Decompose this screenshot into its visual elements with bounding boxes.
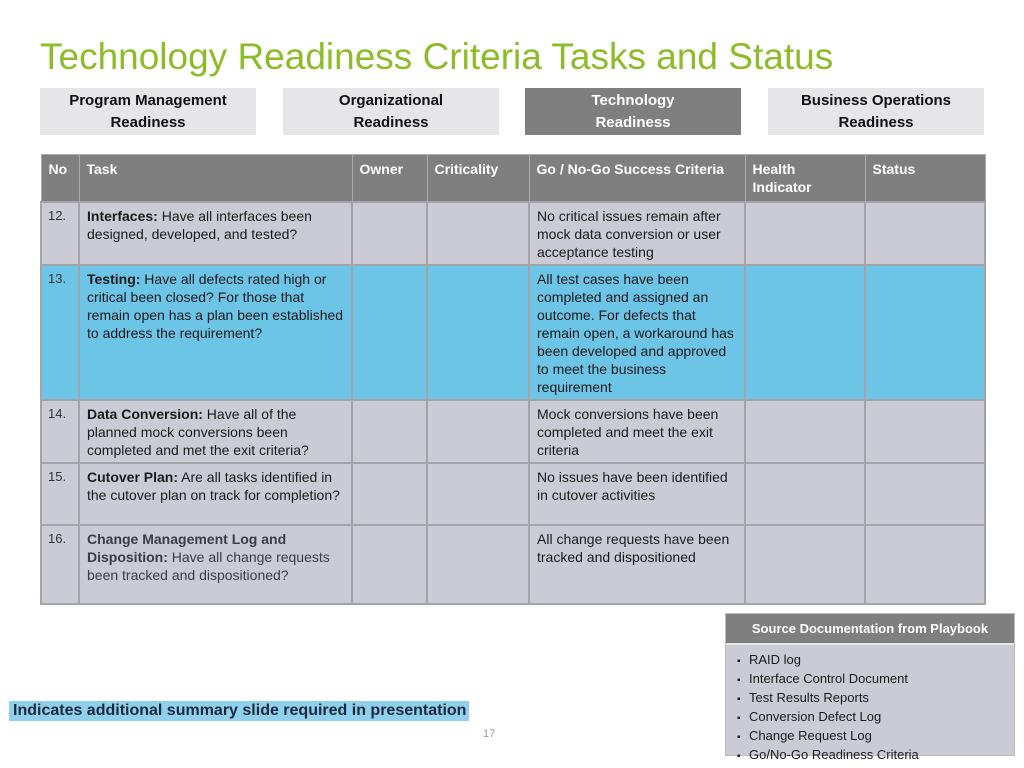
task-text: Are all tasks identified in the cutover plan on track for completion? bbox=[87, 469, 340, 503]
tab-business-operations-readiness[interactable] bbox=[768, 88, 984, 135]
status-cell[interactable] bbox=[865, 463, 985, 525]
tab-label-line1: Business Operations bbox=[800, 91, 952, 109]
list-item bbox=[737, 708, 1014, 727]
source-documentation-heading: Source Documentation from Playbook bbox=[726, 614, 1014, 645]
criteria-cell: No critical issues remain after mock data conversion or user acceptance testing bbox=[529, 202, 745, 265]
task-cell bbox=[79, 265, 352, 400]
page-number: 17 bbox=[483, 728, 496, 740]
status-cell[interactable] bbox=[865, 400, 985, 463]
status-cell[interactable] bbox=[865, 525, 985, 604]
status-cell[interactable] bbox=[865, 202, 985, 265]
table-row bbox=[41, 463, 985, 525]
bullet-icon: ▪ bbox=[737, 713, 741, 724]
criticality-cell[interactable] bbox=[427, 400, 529, 463]
row-number: 13. bbox=[41, 265, 79, 400]
task-cell bbox=[79, 463, 352, 525]
task-title: Cutover Plan: bbox=[87, 469, 179, 485]
health-cell[interactable] bbox=[745, 525, 865, 604]
task-text: Have all change requests been tracked and dispositioned? bbox=[87, 549, 330, 583]
row-number: 16. bbox=[41, 525, 79, 604]
tab-label-line2: Readiness bbox=[838, 113, 914, 131]
column-header-no: No bbox=[41, 155, 79, 203]
tab-technology-readiness[interactable] bbox=[525, 88, 741, 135]
list-item bbox=[737, 651, 1014, 670]
owner-cell[interactable] bbox=[352, 525, 427, 604]
criteria-cell: All test cases have been completed and assigned an outcome. For defects that remain open, a workaround has been developed and approved to meet the business requirement bbox=[529, 265, 745, 400]
bullet-icon: ▪ bbox=[737, 694, 741, 705]
column-header-status: Status bbox=[865, 155, 985, 203]
column-header-owner: Owner bbox=[352, 155, 427, 203]
owner-cell[interactable] bbox=[352, 400, 427, 463]
owner-cell[interactable] bbox=[352, 265, 427, 400]
column-header-criteria: Go / No-Go Success Criteria bbox=[529, 155, 745, 203]
task-title: Data Conversion: bbox=[87, 406, 203, 422]
list-item bbox=[737, 689, 1014, 708]
table-row bbox=[41, 400, 985, 463]
bullet-icon: ▪ bbox=[737, 656, 741, 667]
owner-cell[interactable] bbox=[352, 202, 427, 265]
task-cell bbox=[79, 202, 352, 265]
list-item-label: Test Results Reports bbox=[749, 690, 869, 705]
source-documentation-box bbox=[725, 613, 1015, 762]
list-item bbox=[737, 727, 1014, 746]
column-header-criticality: Criticality bbox=[427, 155, 529, 203]
criticality-cell[interactable] bbox=[427, 525, 529, 604]
task-text: Have all defects rated high or critical been closed? For those that remain open has a plan been established to address the requirement? bbox=[87, 271, 344, 341]
list-item-label: Change Request Log bbox=[749, 728, 872, 743]
tab-program-management-readiness[interactable] bbox=[40, 88, 256, 135]
task-title: Interfaces: bbox=[87, 208, 158, 224]
criteria-cell: No issues have been identified in cutover activities bbox=[529, 463, 745, 525]
table-row bbox=[41, 265, 985, 400]
task-text: Have all interfaces been designed, developed, and tested? bbox=[87, 208, 312, 242]
tab-label-line2: Readiness bbox=[353, 113, 429, 131]
criteria-cell: All change requests have been tracked and dispositioned bbox=[529, 525, 745, 604]
bullet-icon: ▪ bbox=[737, 675, 741, 686]
health-cell[interactable] bbox=[745, 202, 865, 265]
task-title: Testing: bbox=[87, 271, 141, 287]
row-number: 15. bbox=[41, 463, 79, 525]
column-header-health: Health Indicator bbox=[745, 155, 865, 203]
list-item-label: Interface Control Document bbox=[749, 671, 908, 686]
tab-label-line2: Readiness bbox=[595, 113, 671, 131]
list-item bbox=[737, 746, 1014, 765]
health-cell[interactable] bbox=[745, 463, 865, 525]
list-item-label: Conversion Defect Log bbox=[749, 709, 882, 724]
task-title: Change Management Log and Disposition: bbox=[87, 531, 287, 565]
tab-label-line1: Organizational bbox=[338, 91, 444, 109]
criteria-table bbox=[40, 154, 986, 605]
criticality-cell[interactable] bbox=[427, 463, 529, 525]
table-header-row bbox=[41, 155, 985, 203]
bullet-icon: ▪ bbox=[737, 751, 741, 762]
tab-label-line2: Readiness bbox=[110, 113, 186, 131]
task-text: Have all of the planned mock conversions been completed and met the exit criteria? bbox=[87, 406, 309, 458]
bullet-icon: ▪ bbox=[737, 732, 741, 743]
criticality-cell[interactable] bbox=[427, 265, 529, 400]
column-header-task: Task bbox=[79, 155, 352, 203]
tab-label-line1: Technology bbox=[591, 91, 675, 109]
table-row bbox=[41, 202, 985, 265]
list-item bbox=[737, 670, 1014, 689]
page-title: Technology Readiness Criteria Tasks and Status bbox=[40, 36, 834, 77]
task-cell bbox=[79, 400, 352, 463]
list-item-label: Go/No-Go Readiness Criteria bbox=[749, 747, 919, 762]
row-number: 12. bbox=[41, 202, 79, 265]
table-row bbox=[41, 525, 985, 604]
list-item-label: RAID log bbox=[749, 652, 802, 667]
status-cell[interactable] bbox=[865, 265, 985, 400]
tab-organizational-readiness[interactable] bbox=[283, 88, 499, 135]
source-documentation-list bbox=[726, 645, 1014, 765]
readiness-tabs bbox=[40, 88, 984, 135]
health-cell[interactable] bbox=[745, 400, 865, 463]
row-number: 14. bbox=[41, 400, 79, 463]
owner-cell[interactable] bbox=[352, 463, 427, 525]
criteria-cell: Mock conversions have been completed and meet the exit criteria bbox=[529, 400, 745, 463]
criticality-cell[interactable] bbox=[427, 202, 529, 265]
health-cell[interactable] bbox=[745, 265, 865, 400]
tab-label-line1: Program Management bbox=[69, 91, 227, 109]
summary-slide-legend: Indicates additional summary slide required in presentation bbox=[9, 701, 469, 721]
task-cell bbox=[79, 525, 352, 604]
